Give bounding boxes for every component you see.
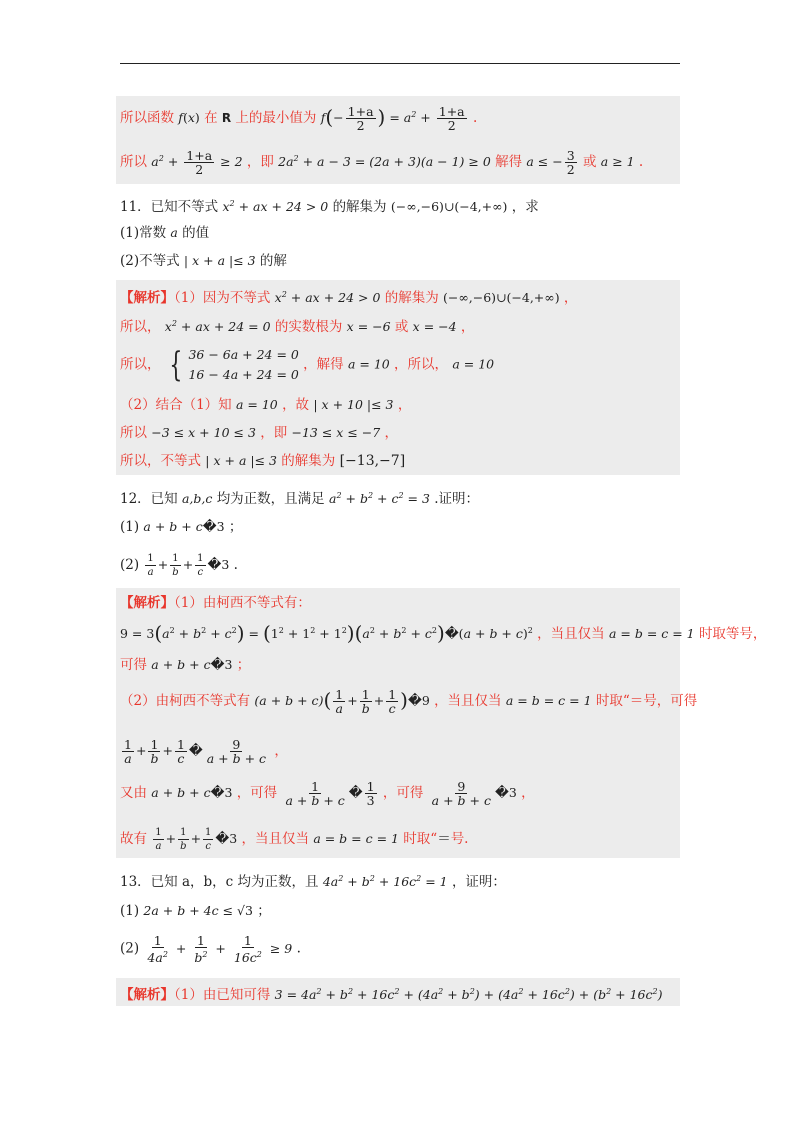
a11-line3: 所以， { 36 − 6a + 24 = 0 16 − 4a + 24 = 0 ，解得 a = 10 ，所以， a = 10	[120, 345, 495, 385]
a12-line6: 又由 a + b + c�3 ，可得 $\frac{1}{a + b + c}$ � $\frac{1}{3}$ ，可得 $\frac{9}{a + b + c}$ �3 ，	[120, 779, 535, 808]
a12-line3: 可得 a + b + c�3 ；	[120, 657, 251, 673]
a11-line4: （2）结合（1）知 a = 10 ，故 | x + 10 |≤ 3 ，	[120, 397, 412, 413]
a13-line1: 【解析】（1）由已知可得 $3 = 4a^2 + b^2 + 16c^2 + (4a^2 + b^2) + (4a^2 + 16c^2) + (b^2 + 16c^2)$	[120, 987, 663, 1003]
problem-12-q2: (2) $\frac{1}{a}$ + $\frac{1}{b}$ + $\frac{1}{c}$ �3 .	[120, 553, 238, 578]
a12-line2: $9 = 3(a^2 + b^2 + c^2) = (1^2 + 1^2 + 1^2)(a^2 + b^2$ + $c^2)�(a + b + c)^2$ ，当且仅当 a = b = c = 1 时取等号，	[120, 621, 767, 645]
a12-line4: （2）由柯西不等式有 (a + b + c)( $\frac{1}{a}$ + $\frac{1}{b}$ + $\frac{1}{c}$ )�9 ，当且仅当 a = b = c = 1 时取“＝号，可得	[120, 687, 698, 716]
problem-12: 12．已知 a,b,c 均为正数，且满足 $a^2 + b^2 + c^2 = 3$ .证明：	[120, 491, 480, 507]
a11-line5: 所以 −3 ≤ x + 10 ≤ 3 ，即 −13 ≤ x ≤ −7 ，	[120, 425, 398, 441]
problem-13: 13．已知 a，b，c 均为正数，且 $4a^2 + b^2 + 16c^2 = 1$ ，证明：	[120, 874, 506, 890]
problem-11-q1: (1)常数 a 的值	[120, 225, 210, 241]
problem-11: 11．已知不等式 $x^2$ + ax + 24 > 0 的解集为 (−∞,−6)∪(−4,+∞) ，求	[120, 199, 539, 215]
a11-line2: 所以， $x^2$ + ax + 24 = 0 的实数根为 x = −6 或 x = −4 ，	[120, 319, 475, 335]
problem-13-q1: (1) 2a + b + 4c ≤ √3 ；	[120, 903, 271, 919]
problem-12-q1: (1) a + b + c�3 ；	[120, 519, 243, 535]
a12-line1: 【解析】（1）由柯西不等式有：	[120, 595, 311, 611]
line-min-value: 所以函数 f(x) 在 R 上的最小值为 f(− $\frac{1+a}{2}$ ) = $a^2$ + $\frac{1+a}{2}$ .	[120, 104, 478, 133]
a12-line5: $\frac{1}{a}$ + $\frac{1}{b}$ + $\frac{1}{c}$ � $\frac{9}{a + b + c}$ ，	[124, 737, 288, 766]
problem-13-q2: (2) $\frac{1}{4a^2}$ + $\frac{1}{b^2}$ + $\frac{1}{16c^2}$ ≥ 9 .	[120, 933, 301, 965]
a11-line6: 所以，不等式 | x + a |≤ 3 的解集为 [−13,−7]	[120, 453, 406, 469]
line-inequality-a: 所以 $a^2$ + $\frac{1+a}{2}$ ≥ 2 ，即 $2a^2 + a - 3 = (2a + 3)(a - 1) \ge 0$ 解得 a ≤ − $\frac{3}{2}$ 或 a ≥ 1 .	[120, 148, 644, 177]
a12-line7: 故有 $\frac{1}{a}$ + $\frac{1}{b}$ + $\frac{1}{c}$ �3 ，当且仅当 a = b = c = 1 时取“＝号.	[120, 827, 469, 852]
problem-11-q2: (2)不等式 | x + a |≤ 3 的解	[120, 253, 287, 269]
header-rule	[120, 63, 680, 64]
a11-line1: 【解析】（1）因为不等式 $x^2$ + ax + 24 > 0 的解集为 (−∞,−6)∪(−4,+∞) ，	[120, 290, 578, 306]
